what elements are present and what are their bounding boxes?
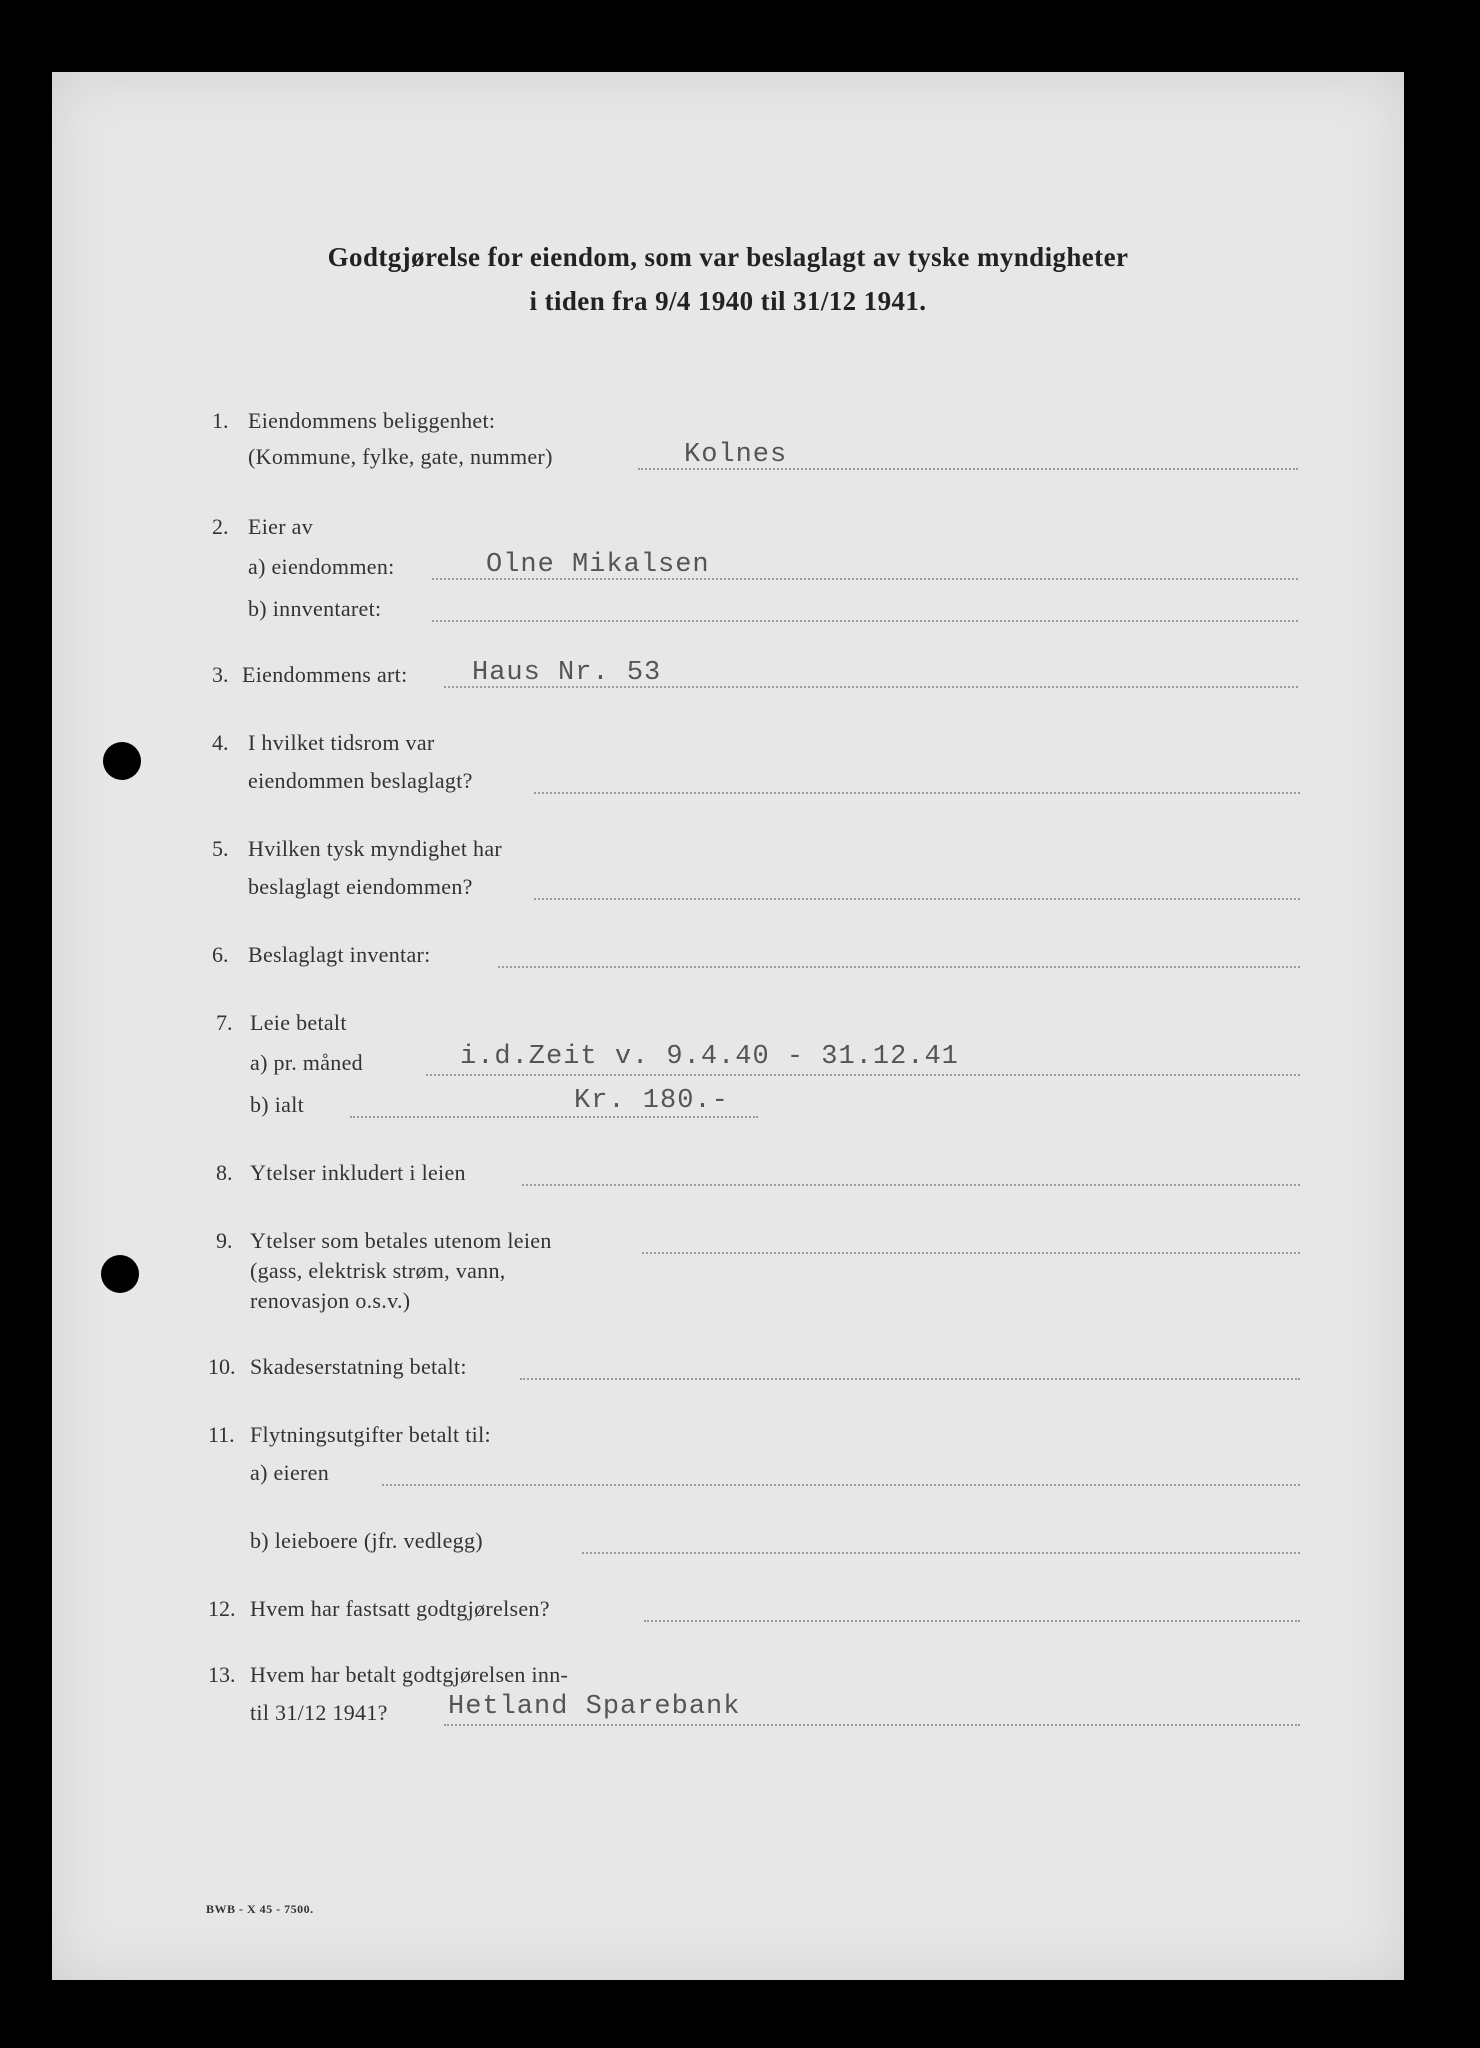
form-paper — [52, 72, 1404, 1980]
item-2a-answer: Olne Mikalsen — [486, 550, 710, 580]
item-9-sublabel-2: renovasjon o.s.v.) — [250, 1288, 411, 1313]
item-3-answer: Haus Nr. 53 — [472, 658, 662, 688]
item-12-label: Hvem har fastsatt godtgjørelsen? — [250, 1596, 550, 1621]
item-2b-label: b) innventaret: — [248, 596, 382, 621]
item-3-label: Eiendommens art: — [242, 662, 408, 687]
item-2-number: 2. — [212, 514, 229, 539]
item-11-label: Flytningsutgifter betalt til: — [250, 1422, 491, 1447]
item-13-answer: Hetland Sparebank — [448, 1692, 741, 1722]
item-6-number: 6. — [212, 942, 229, 967]
item-13-answer-line — [444, 1724, 1300, 1726]
item-9-label: Ytelser som betales utenom leien — [250, 1228, 552, 1253]
item-8-label: Ytelser inkludert i leien — [250, 1160, 466, 1185]
item-8-answer-line — [522, 1184, 1300, 1186]
item-4-sublabel: eiendommen beslaglagt? — [248, 768, 473, 793]
item-7b-answer-line — [350, 1116, 758, 1118]
item-1-label: Eiendommens beliggenhet: — [248, 408, 496, 433]
item-10-answer-line — [520, 1378, 1300, 1380]
item-4-number: 4. — [212, 730, 229, 755]
item-13-label: Hvem har betalt godtgjørelsen inn- — [250, 1662, 569, 1687]
item-5-answer-line — [534, 898, 1300, 900]
item-5-label: Hvilken tysk myndighet har — [248, 836, 503, 861]
punch-hole-upper — [103, 742, 141, 780]
item-7-label: Leie betalt — [250, 1010, 347, 1035]
item-2-label: Eier av — [248, 514, 314, 539]
item-7-number: 7. — [216, 1010, 233, 1035]
item-5-sublabel: beslaglagt eiendommen? — [248, 874, 473, 899]
form-footer-code: BWB - X 45 - 7500. — [206, 1902, 314, 1916]
item-1-sublabel: (Kommune, fylke, gate, nummer) — [248, 444, 553, 469]
item-6-label: Beslaglagt inventar: — [248, 942, 431, 967]
item-7a-answer: i.d.Zeit v. 9.4.40 - 31.12.41 — [460, 1042, 959, 1072]
item-4-answer-line — [534, 792, 1300, 794]
item-11a-answer-line — [382, 1484, 1300, 1486]
item-7a-answer-line — [426, 1074, 1300, 1076]
item-7b-answer: Kr. 180.- — [574, 1086, 729, 1116]
item-13-sublabel: til 31/12 1941? — [250, 1700, 388, 1725]
item-3-number: 3. — [212, 662, 229, 687]
item-1-number: 1. — [212, 408, 229, 433]
item-12-answer-line — [644, 1620, 1300, 1622]
item-1-answer: Kolnes — [684, 440, 788, 470]
item-7b-label: b) ialt — [250, 1092, 305, 1117]
punch-hole-lower — [101, 1255, 139, 1293]
item-8-number: 8. — [216, 1160, 233, 1185]
item-11b-label: b) leieboere (jfr. vedlegg) — [250, 1528, 483, 1553]
item-9-sublabel-1: (gass, elektrisk strøm, vann, — [250, 1258, 506, 1283]
item-11b-answer-line — [582, 1552, 1300, 1554]
item-11a-label: a) eieren — [250, 1460, 330, 1485]
item-10-label: Skadeserstatning betalt: — [250, 1354, 467, 1379]
item-13-number: 13. — [208, 1662, 236, 1687]
item-4-label: I hvilket tidsrom var — [248, 730, 435, 755]
item-11-number: 11. — [208, 1422, 235, 1447]
item-12-number: 12. — [208, 1596, 236, 1621]
item-10-number: 10. — [208, 1354, 236, 1379]
item-9-number: 9. — [216, 1228, 233, 1253]
form-title-line-1: Godtgjørelse for eiendom, som var beslaglagt av tyske myndigheter — [327, 242, 1129, 272]
item-5-number: 5. — [212, 836, 229, 861]
item-2a-label: a) eiendommen: — [248, 554, 395, 579]
item-2b-answer-line — [432, 620, 1298, 622]
form-title-line-2: i tiden fra 9/4 1940 til 31/12 1941. — [529, 286, 927, 316]
item-9-answer-line — [642, 1252, 1300, 1254]
item-6-answer-line — [498, 966, 1300, 968]
item-7a-label: a) pr. måned — [250, 1050, 363, 1075]
